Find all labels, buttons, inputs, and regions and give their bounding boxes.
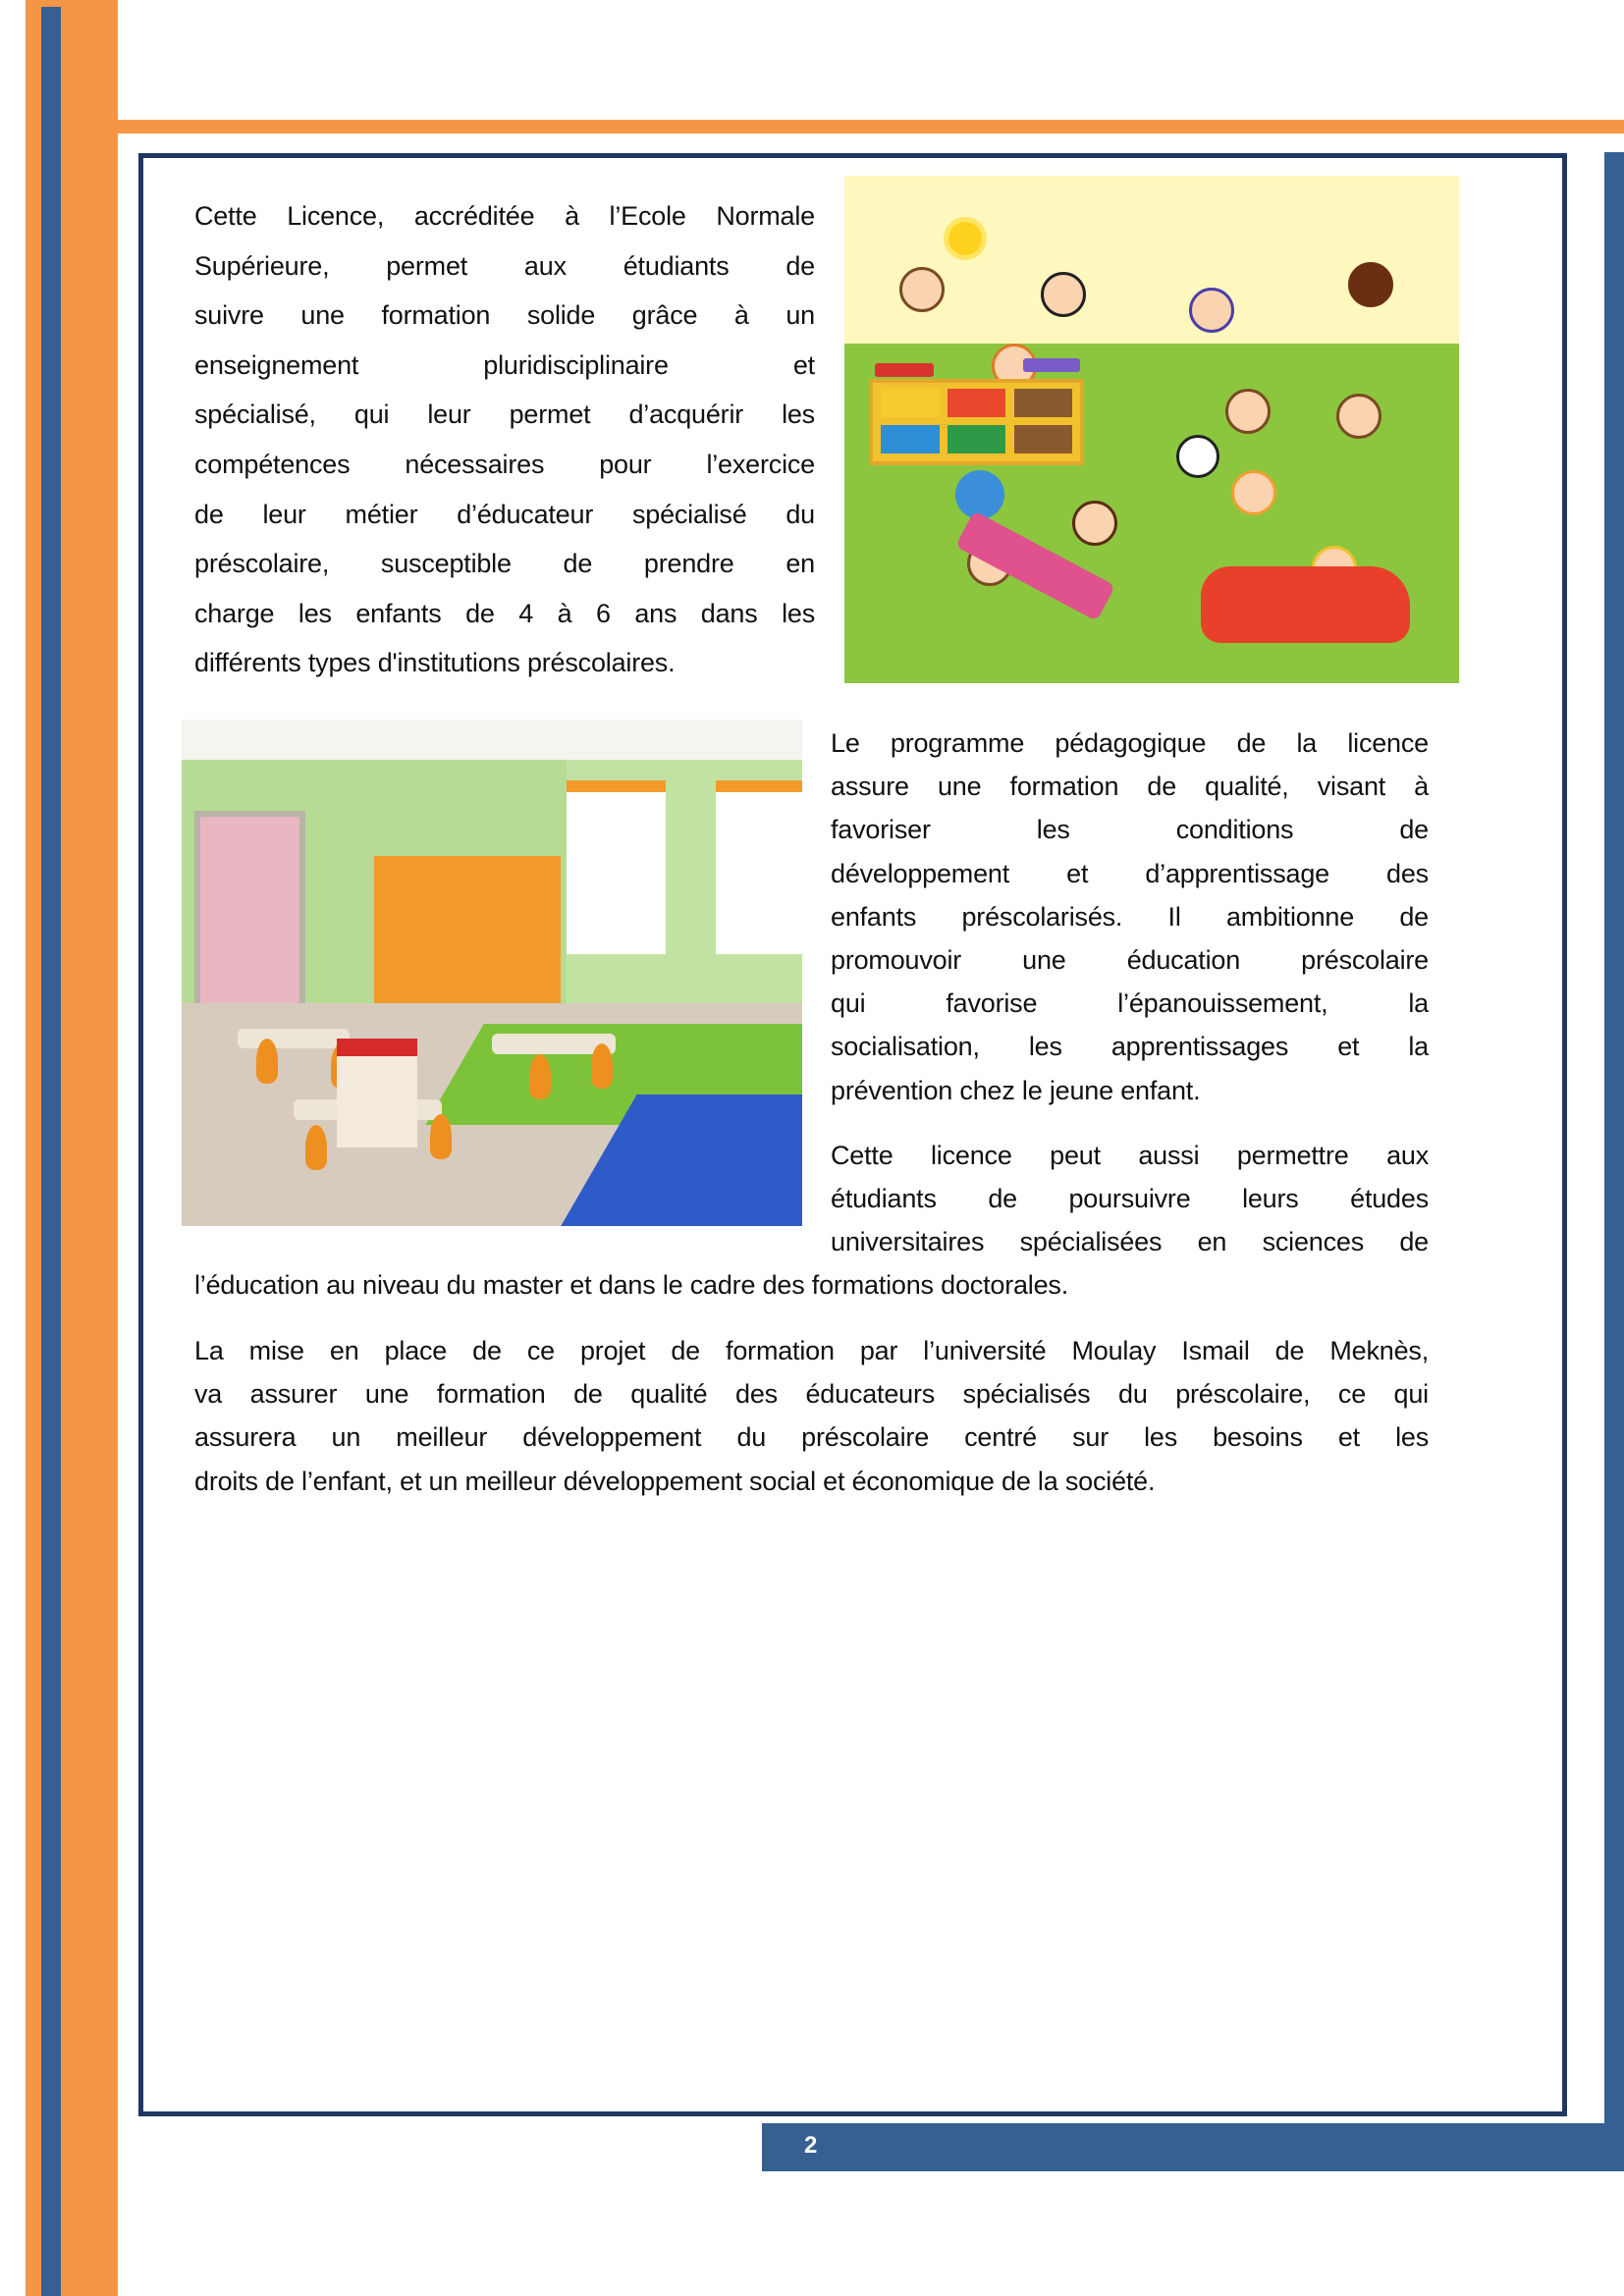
text-line: universitaires spécialisées en sciences de <box>831 1227 1429 1257</box>
page-number: 2 <box>804 2132 818 2159</box>
photo-chair <box>591 1043 613 1089</box>
text-line: promouvoir une éducation préscolaire <box>831 944 1429 975</box>
text-line: va assurer une formation de qualité des éducateurs spécialisés du préscolaire, ce qui <box>194 1379 1429 1410</box>
photo-window <box>567 780 666 954</box>
text-line: Cette licence peut aussi permettre aux <box>831 1141 1429 1170</box>
text-line: assure une formation de qualité, visant à <box>831 772 1429 802</box>
right-blue-bar <box>1604 152 1624 2125</box>
child-figure <box>1336 394 1381 439</box>
left-orange-bar <box>26 0 118 2296</box>
poursuite-paragraph <box>831 1139 1429 1269</box>
book-icon <box>1023 358 1080 372</box>
photo-window <box>716 780 802 954</box>
text-line: suivre une formation solide grâce à un <box>194 300 815 331</box>
text-line: La mise en place de ce projet de formation par l’université Moulay Ismail de Meknès, <box>194 1336 1429 1365</box>
text-line: l’éducation au niveau du master et dans le cadre des formations doctorales. <box>194 1270 1069 1300</box>
child-figure <box>1225 389 1271 434</box>
shelf-drawer <box>881 425 939 454</box>
shelf-drawer <box>947 425 1005 454</box>
text-line: Cette Licence, accréditée à l’Ecole Normale <box>194 201 815 231</box>
shelf-drawer <box>947 389 1005 417</box>
text-line: favoriser les conditions de <box>831 815 1429 845</box>
text-line: différents types d'institutions préscolaires. <box>194 648 676 678</box>
text-line: Supérieure, permet aux étudiants de <box>194 250 815 281</box>
text-line: étudiants de poursuivre leurs études <box>831 1184 1429 1214</box>
footer-bar <box>762 2123 1624 2171</box>
photo-chair <box>305 1125 327 1170</box>
poursuite-paragraph-end <box>194 1268 1429 1311</box>
text-line: droits de l’enfant, et un meilleur développement social et économique de la société. <box>194 1466 1156 1496</box>
text-line: compétences nécessaires pour l’exercice <box>194 449 815 479</box>
photo-chair <box>529 1054 551 1099</box>
text-line: Le programme pédagogique de la licence <box>831 728 1429 758</box>
text-line: développement et d’apprentissage des <box>831 858 1429 888</box>
kindergarten-cartoon-illustration <box>844 176 1459 683</box>
conclusion-paragraph <box>194 1334 1429 1508</box>
programme-paragraph <box>831 726 1429 1117</box>
illustration-wall <box>844 176 1459 344</box>
book-icon <box>875 363 934 377</box>
child-figure <box>1231 470 1276 515</box>
classroom-photo <box>182 720 802 1226</box>
intro-paragraph <box>194 199 815 696</box>
text-line: charge les enfants de 4 à 6 ans dans les <box>194 598 815 628</box>
photo-cabinet <box>374 856 561 1003</box>
toy-shelf <box>869 379 1084 465</box>
child-figure <box>1348 262 1393 307</box>
text-line: prévention chez le jeune enfant. <box>831 1075 1201 1105</box>
text-line: assurera un meilleur développement du préscolaire centré sur les besoins et les <box>194 1422 1429 1453</box>
photo-dollhouse <box>337 1039 417 1148</box>
shelf-drawer <box>1014 425 1072 454</box>
soccer-ball-icon <box>1176 435 1219 478</box>
text-line: spécialisé, qui leur permet d’acquérir les <box>194 400 815 430</box>
shelf-drawer <box>881 389 939 417</box>
photo-table <box>238 1029 350 1049</box>
top-orange-rule <box>118 120 1624 133</box>
text-line: qui favorise l’épanouissement, la <box>831 988 1429 1019</box>
photo-chair <box>430 1114 452 1159</box>
text-line: préscolaire, susceptible de prendre en <box>194 549 815 579</box>
child-figure <box>1072 501 1117 546</box>
toy-car-icon <box>1201 566 1410 643</box>
sun-icon <box>948 222 982 255</box>
left-blue-stripe <box>41 7 61 2296</box>
text-line: socialisation, les apprentissages et la <box>831 1032 1429 1062</box>
child-figure <box>1189 288 1234 333</box>
photo-chair <box>256 1039 278 1084</box>
globe-icon <box>955 470 1004 519</box>
text-line: enfants préscolarisés. Il ambitionne de <box>831 901 1429 932</box>
text-line: de leur métier d’éducateur spécialisé du <box>194 499 815 529</box>
text-line: enseignement pluridisciplinaire et <box>194 349 815 380</box>
shelf-drawer <box>1014 389 1072 417</box>
